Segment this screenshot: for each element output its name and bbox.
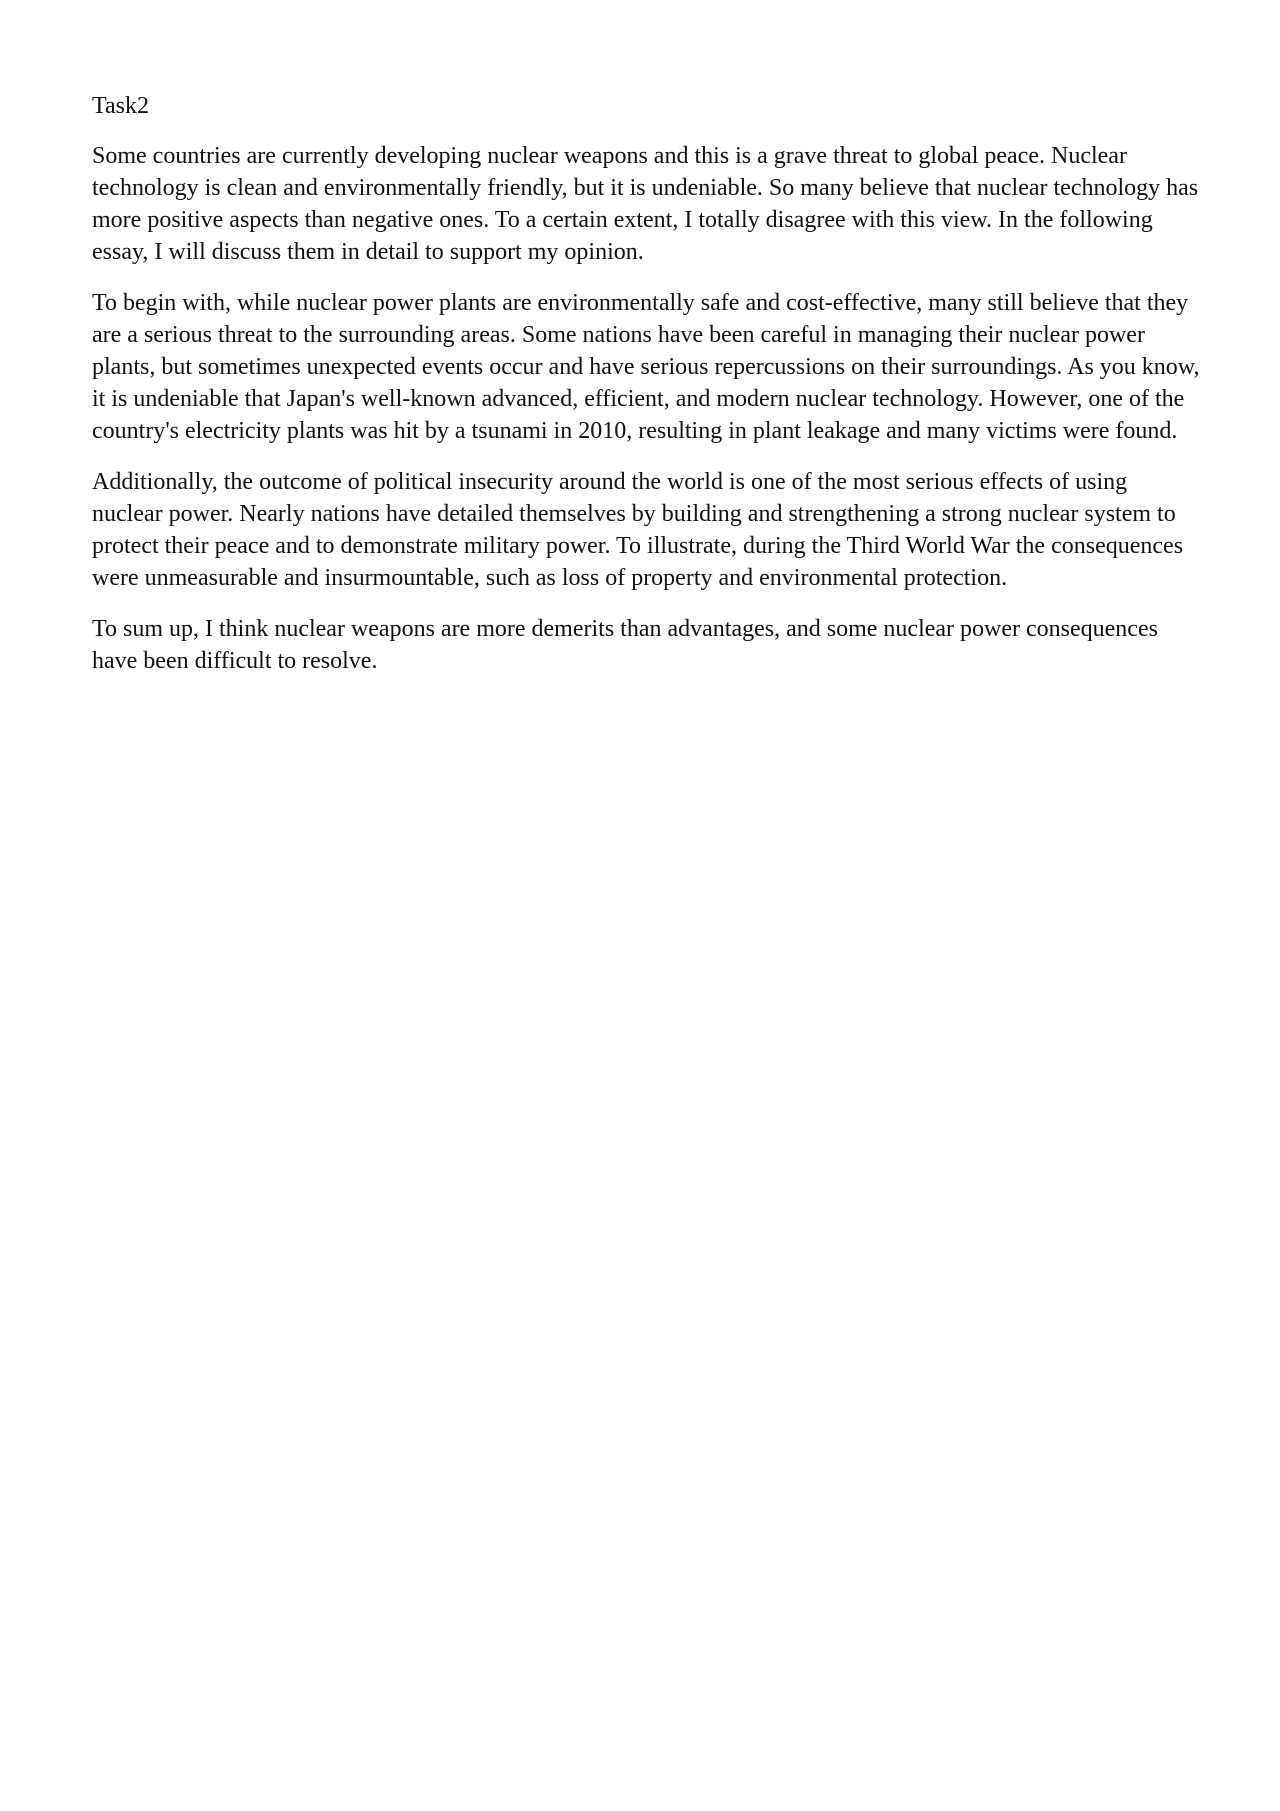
paragraph-body-1: To begin with, while nuclear power plants are environmentally safe and cost-effective, many still believe that they are a serious threat to the surrounding areas. Some nations have been careful in managing their nuclear power plants, but sometimes unexpected events occur and have serious repercussions on their surroundings. As you know, it is undeniable that Japan's well-known advanced, efficient, and modern nuclear technology. However, one of the country's electricity plants was hit by a tsunami in 2010, resulting in plant leakage and many victims were found. — [92, 290, 1200, 444]
paragraph-conclusion: To sum up, I think nuclear weapons are more demerits than advantages, and some nuclear power consequences have been difficult to resolve. — [92, 616, 1158, 674]
paragraph-introduction: Some countries are currently developing nuclear weapons and this is a grave threat to global peace. Nuclear technology is clean and environmentally friendly, but it is undeniable. So many believe that nuclear technology has more positive aspects than negative ones. To a certain extent, I totally disagree with this view. In the following essay, I will discuss them in detail to support my opinion. — [92, 143, 1199, 265]
paragraph-body-2: Additionally, the outcome of political insecurity around the world is one of the most serious effects of using nuclear power. Nearly nations have detailed themselves by building and strengthening a strong nuclear system to protect their peace and to demonstrate military power. To illustrate, during the Third World War the consequences were unmeasurable and insurmountable, such as loss of property and environmental protection. — [92, 469, 1184, 591]
document-page — [92, 90, 1202, 696]
document-heading: Task2 — [92, 93, 149, 119]
